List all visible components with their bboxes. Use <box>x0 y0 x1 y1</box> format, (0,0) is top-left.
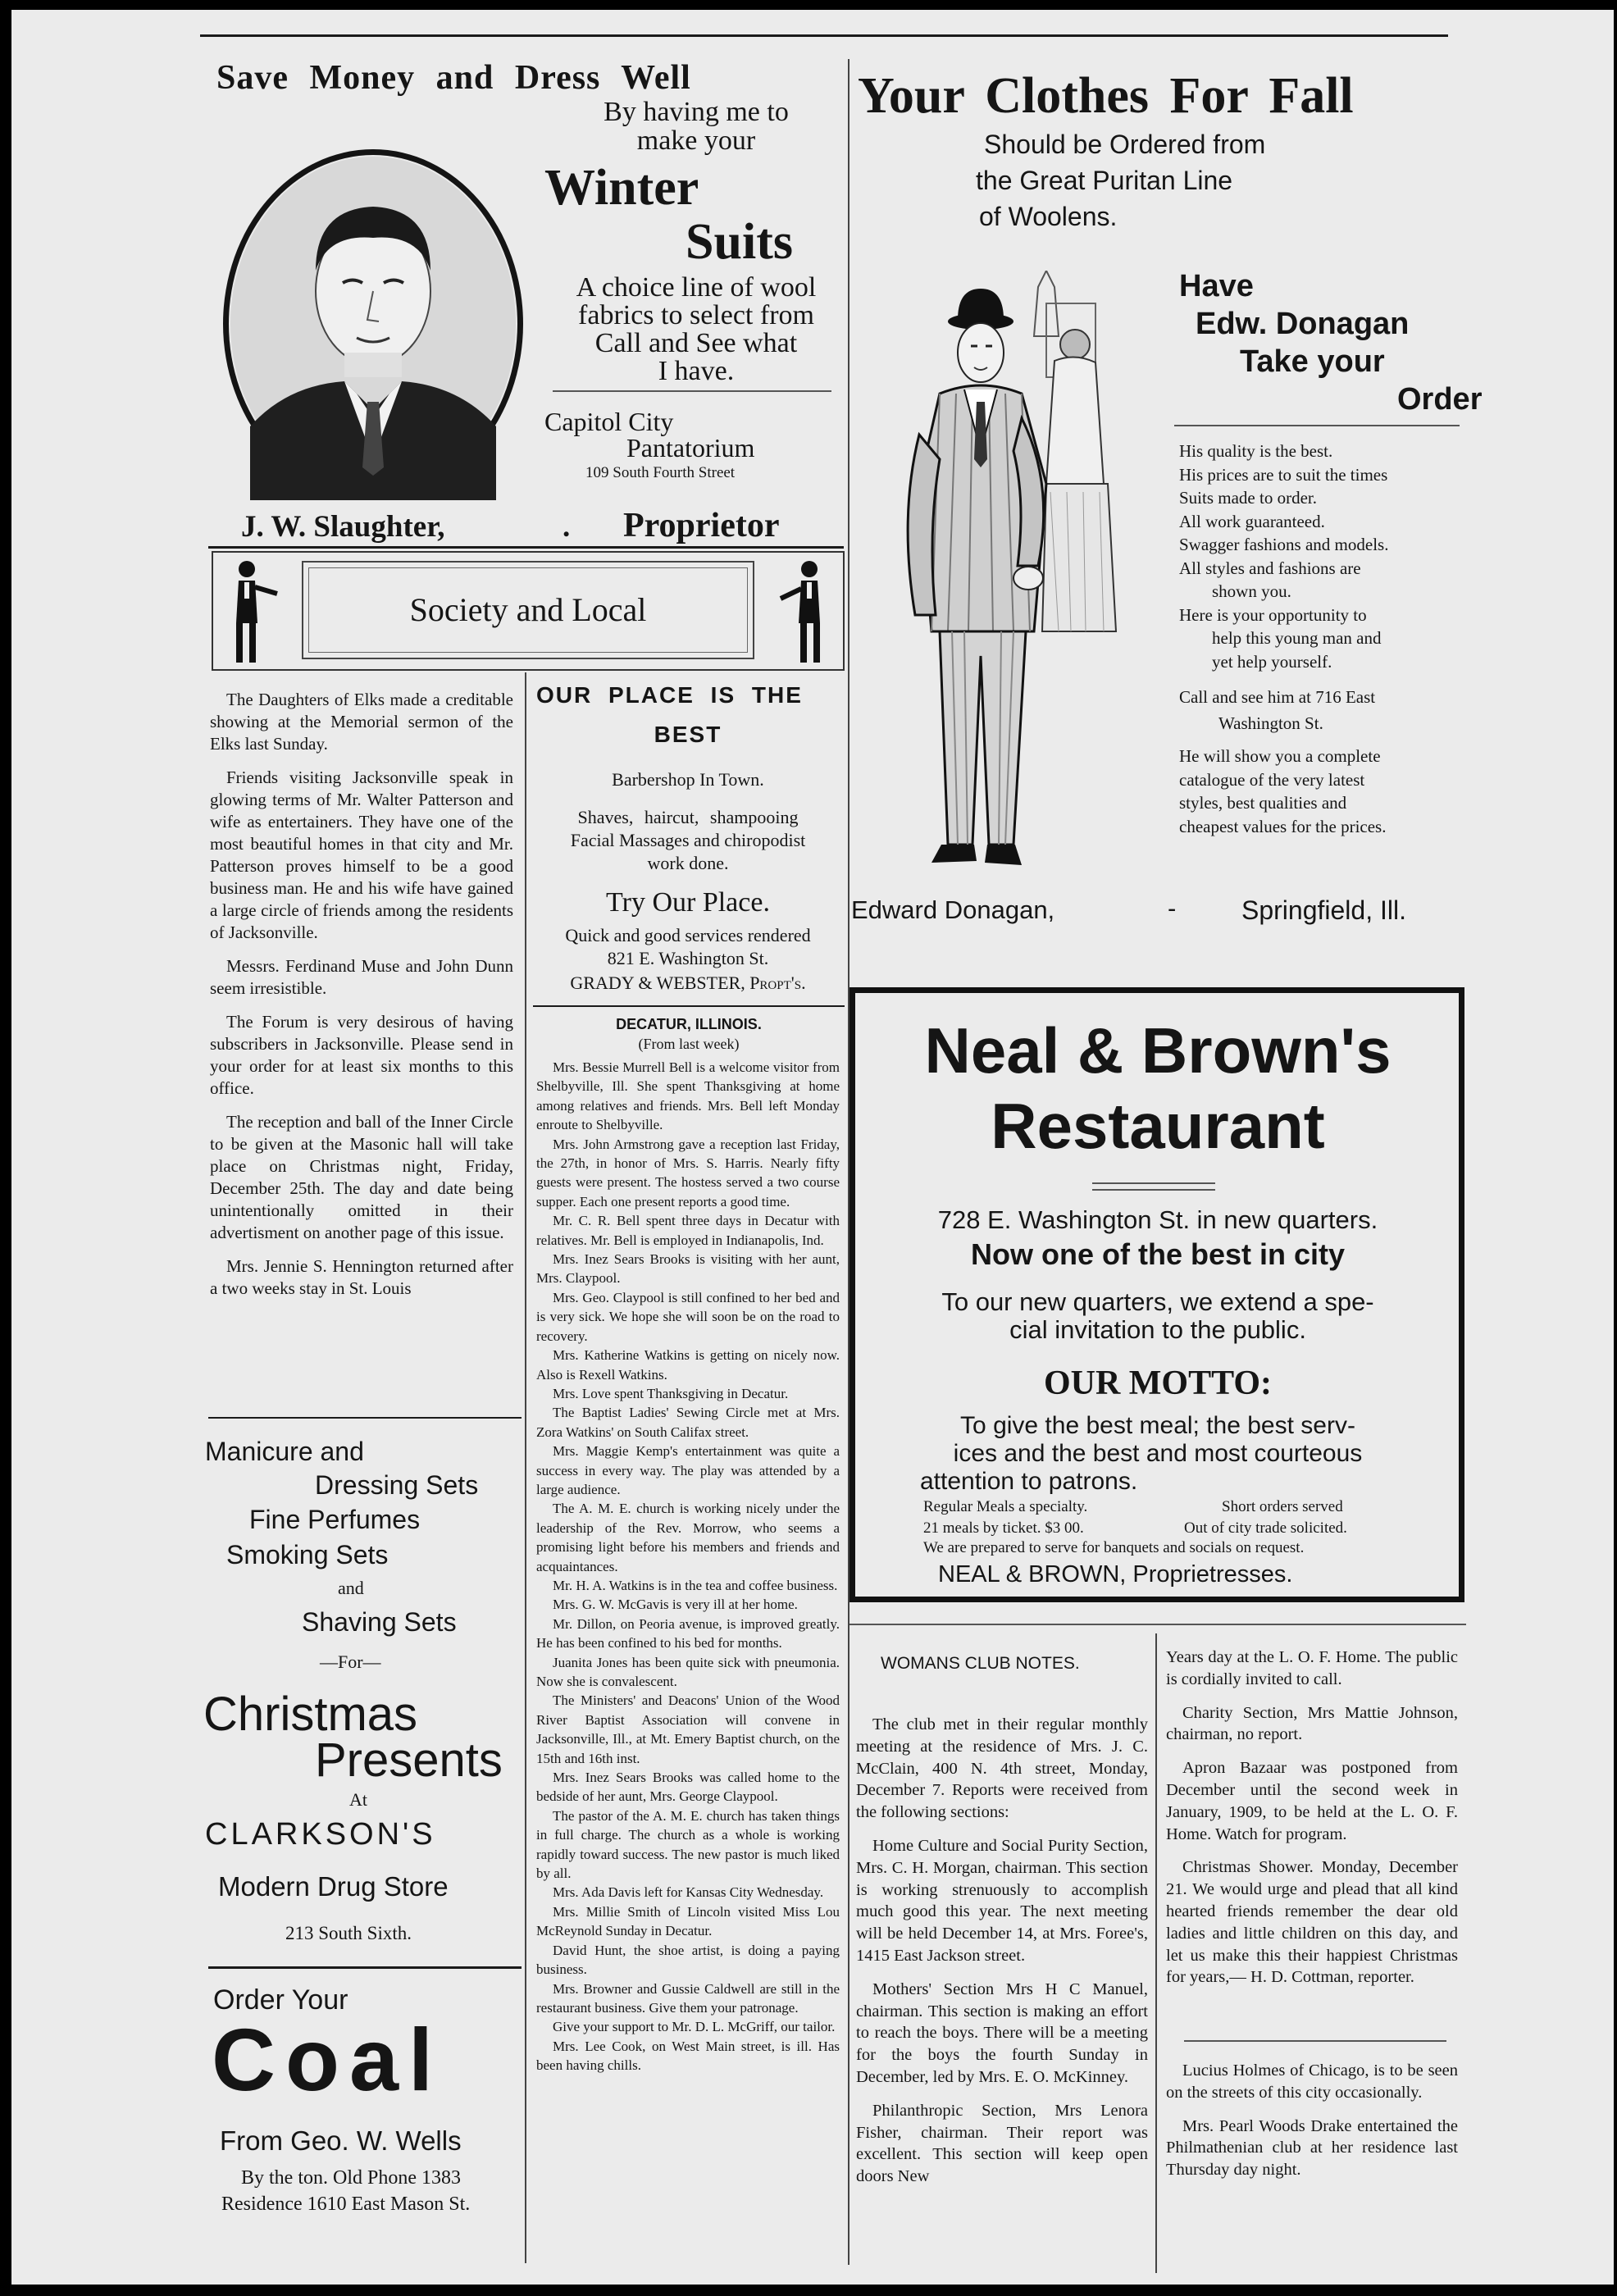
decatur-item: The A. M. E. church is working nicely under the leadership of the Rev. Morrow, who seems a promising light before his members and friends and acquaintances. <box>536 1501 840 1574</box>
club-item: Years day at the L. O. F. Home. The public is cordially invited to call. <box>1166 1648 1458 1688</box>
barber-line6: 821 E. Washington St. <box>607 948 769 968</box>
donagan-list-item: Suits made to order. <box>1179 488 1317 508</box>
decatur-column <box>536 1058 840 2075</box>
restaurant-title1: Neal & Brown's <box>924 1014 1392 1086</box>
barber-head1: OUR PLACE IS THE <box>536 682 803 708</box>
decatur-item: Mrs. Geo. Claypool is still confined to her bed and is very sick. We hope she will soon be on the road to recovery. <box>536 1289 840 1344</box>
decatur-item: Mrs. Bessie Murrell Bell is a welcome visitor from Shelbyville, Ill. She spent Thanksgiving at home among relatives and friends. Mrs. Bell left Monday enroute to Shelbyville. <box>536 1059 840 1133</box>
decatur-item: Mrs. Katherine Watkins is getting on nicely now. Also is Rexell Watkins. <box>536 1347 840 1383</box>
man-in-suit-illustration <box>882 271 1120 877</box>
donagan-list-item: Here is your opportunity to <box>1179 604 1367 625</box>
decatur-item: Give your support to Mr. D. L. McGriff, our tailor. <box>553 2019 836 2035</box>
restaurant-reg: Regular Meals a specialty. <box>923 1498 1088 1515</box>
donagan-call2: Washington St. <box>1218 713 1323 733</box>
decatur-item: Mrs. Millie Smith of Lincoln visited Miss Lou McReynold Sunday in Decatur. <box>536 1903 840 1939</box>
womans-club-column-3 <box>1166 2060 1458 2193</box>
waiter-right-icon <box>772 558 830 667</box>
restaurant-motto-text <box>856 1412 1460 1496</box>
top-rule <box>200 34 1448 37</box>
coal-line1: Order Your <box>213 1984 348 2016</box>
decatur-title: DECATUR, ILLINOIS. <box>616 1016 762 1032</box>
society-item: Messrs. Ferdinand Muse and John Dunn seem irresistible. <box>210 956 513 998</box>
donagan-list-item: shown you. <box>1212 581 1291 601</box>
club-item: Apron Bazaar was postponed from December until the second week in January, 1909, to be held at the L. O. F. Home. Watch for program. <box>1166 1759 1458 1843</box>
clarkson-at: At <box>349 1789 367 1810</box>
society-item: Friends visiting Jacksonville speak in glowing terms of Mr. Walter Patterson and wife as entertainers. They have one of the most beautiful homes in that city and Mr. Patterson proves himself to be a good business man. He and his wife have gained a large circle of friends among the residents of Jacksonville. <box>210 768 513 942</box>
restaurant-motto-line: ices and the best and most courteous <box>953 1440 1363 1467</box>
donagan-have1: Have <box>1179 269 1254 303</box>
barber-line3: Facial Massages and chiropodist <box>570 830 806 850</box>
donagan-sub2: the Great Puritan Line <box>976 166 1233 195</box>
barber-props: GRADY & WEBSTER, Propt's. <box>570 973 806 993</box>
society-item: The reception and ball of the Inner Circle to be given at the Masonic hall will take place on Christmas night, Friday, December 25th. The day and date being unintentionally omitted in their advertisment on another page of this issue. <box>210 1112 513 1242</box>
waiter-left-icon <box>226 558 284 667</box>
decatur-item: The pastor of the A. M. E. church has taken things in full charge. The church as a whole is working rapidly toward success. The new pastor is much liked by all. <box>536 1807 840 1882</box>
slaughter-headline: Save Money and Dress Well <box>216 59 691 97</box>
portrait-of-man <box>221 148 525 500</box>
decatur-item: Mrs. Browner and Gussie Caldwell are still in the restaurant business. Give them your patronage. <box>536 1980 840 2016</box>
donagan-list-item: help this young man and <box>1212 628 1382 648</box>
column-rule-1 <box>525 672 526 2263</box>
slaughter-sub1: By having me to <box>604 97 789 127</box>
winter-heading: Winter <box>544 160 699 216</box>
slaughter-sub2: make your <box>636 125 756 156</box>
society-item: The Forum is very desirous of having subscribers in Jacksonville. Please send in your order for at least six months to this office. <box>210 1012 513 1098</box>
restaurant-motto: OUR MOTTO: <box>1043 1364 1273 1402</box>
restaurant-address: 728 E. Washington St. in new quarters. <box>937 1205 1378 1234</box>
donagan-list-item: All styles and fashions are <box>1179 558 1361 578</box>
society-item: The Daughters of Elks made a creditable showing at the Memorial sermon of the Elks last Sunday. <box>210 690 513 754</box>
newspaper-page <box>11 10 1614 2285</box>
clarkson-line: Fine Perfumes <box>249 1505 421 1534</box>
club-item: Christmas Shower. Monday, December 21. We would urge and plead that all kind hearted friends remember the dear old ladies and little children on this day, and let us make this their happiest Christmas for years,— H. D. Cottman, reporter. <box>1166 1858 1458 1987</box>
womans-club-column-2 <box>1166 1647 1458 2000</box>
barber-bottom-rule <box>533 1005 845 1007</box>
slaughter-owner: J. W. Slaughter, <box>241 510 445 544</box>
decatur-item: Mrs. Inez Sears Brooks is visiting with her aunt, Mrs. Claypool. <box>536 1251 840 1287</box>
donagan-show <box>1179 745 1466 838</box>
clarkson-store: Modern Drug Store <box>218 1871 449 1902</box>
donagan-sub3: of Woolens. <box>979 202 1118 231</box>
slaughter-bottom-rule <box>208 546 844 549</box>
restaurant-short: Short orders served <box>1222 1498 1343 1515</box>
society-title: Society and Local <box>409 591 647 628</box>
restaurant-motto-line: To give the best meal; the best serv- <box>960 1412 1355 1439</box>
donagan-list <box>1179 440 1466 673</box>
donagan-show-line: catalogue of the very latest <box>1179 769 1365 790</box>
clarkson-line: —For— <box>320 1651 381 1672</box>
clarkson-address: 213 South Sixth. <box>285 1923 412 1943</box>
club-split-rule <box>1184 2040 1446 2042</box>
decatur-item: David Hunt, the shoe artist, is doing a paying business. <box>536 1942 840 1978</box>
coal-top-rule <box>208 1966 522 1969</box>
slaughter-body-line: A choice line of wool <box>576 272 817 303</box>
clarkson-line: Smoking Sets <box>226 1540 389 1569</box>
decatur-item: Mr. H. A. Watkins is in the tea and coffee business. <box>553 1577 838 1593</box>
decatur-item: Mrs. John Armstrong gave a reception last Friday, the 27th, in honor of Mrs. S. Harris. Nearly fifty guests were present. The hostess served a two course supper. Each one present reports a good time. <box>536 1136 840 1210</box>
donagan-sub1: Should be Ordered from <box>984 130 1266 159</box>
decatur-sub: (From last week) <box>638 1036 740 1052</box>
restaurant-divider-b <box>1092 1189 1215 1191</box>
donagan-have2: Edw. Donagan <box>1196 307 1410 341</box>
donagan-list-item: Swagger fashions and models. <box>1179 535 1389 554</box>
decatur-item: The Baptist Ladies' Sewing Circle met at Mrs. Zora Watkins' on South Califax street. <box>536 1405 840 1440</box>
slaughter-dot: . <box>563 510 571 544</box>
slaughter-title: Proprietor <box>623 507 780 544</box>
decatur-item: Mrs. Love spent Thanksgiving in Decatur. <box>553 1385 789 1401</box>
christmas-heading: Christmas <box>203 1688 418 1741</box>
decatur-item: Mr. Dillon, on Peoria avenue, is improved greatly. He has been confined to his bed for months. <box>536 1615 840 1651</box>
decatur-item: Mrs. Inez Sears Brooks was called home to the bedside of her aunt, Mrs. George Claypool. <box>536 1770 840 1805</box>
club-item: Charity Section, Mrs Mattie Johnson, chairman, no report. <box>1166 1703 1458 1744</box>
restaurant-trade: Out of city trade solicited. <box>1184 1519 1347 1537</box>
donagan-divider <box>1174 425 1460 426</box>
slaughter-divider <box>553 390 831 392</box>
decatur-item: Juanita Jones has been quite sick with pneumonia. Now she is convalescent. <box>536 1654 840 1689</box>
restaurant-title2: Restaurant <box>991 1090 1325 1162</box>
club-item: The club met in their regular monthly meeting at the residence of Mrs. J. C. McClain, 400 N. 4th street, Monday, December 7. Reports were received from the following sections: <box>856 1715 1148 1822</box>
donagan-city: Springfield, Ill. <box>1241 895 1406 925</box>
slaughter-body-line: fabrics to select from <box>578 300 814 330</box>
society-column <box>210 689 513 1311</box>
barber-line4: work done. <box>647 853 729 873</box>
slaughter-business2: Pantatorium <box>626 433 755 462</box>
womans-club-title: WOMANS CLUB NOTES. <box>881 1654 1080 1673</box>
donagan-list-item: His quality is the best. <box>1179 441 1333 461</box>
club-item: Philanthropic Section, Mrs Lenora Fisher, chairman. Their report was excellent. This section will keep open doors New <box>856 2101 1148 2186</box>
clarkson-line: Shaving Sets <box>302 1607 457 1637</box>
clarkson-line: and <box>338 1578 364 1598</box>
decatur-item: The Ministers' and Deacons' Union of the Wood River Baptist Association will convene in Jacksonville, Ill., at Mt. Emery Baptist church, on the 15th and 16th inst. <box>536 1692 840 1766</box>
coal-from: From Geo. W. Wells <box>220 2125 462 2156</box>
restaurant-best: Now one of the best in city <box>970 1237 1346 1271</box>
slaughter-business1: Capitol City <box>544 407 674 436</box>
restaurant-ticket: 21 meals by ticket. $3 00. <box>923 1519 1084 1537</box>
club-top-rule <box>849 1624 1466 1625</box>
presents-heading: Presents <box>315 1733 503 1787</box>
decatur-item: Mrs. G. W. McGavis is very ill at her home. <box>553 1597 798 1613</box>
donagan-show-line: He will show you a complete <box>1179 746 1381 766</box>
club-item: Mrs. Pearl Woods Drake entertained the Philmathenian club at her residence last Thursday day night. <box>1166 2116 1458 2180</box>
society-item: Mrs. Jennie S. Hennington returned after a two weeks stay in St. Louis <box>210 1256 513 1298</box>
column-rule-3 <box>1155 1633 1157 2273</box>
coal-heading: Coal <box>212 2010 444 2109</box>
clarkson-line: Manicure and <box>205 1437 364 1466</box>
barber-try: Try Our Place. <box>606 887 770 918</box>
coal-residence: Residence 1610 East Mason St. <box>221 2194 471 2215</box>
club-item: Lucius Holmes of Chicago, is to be seen on the streets of this city occasionally. <box>1166 2061 1458 2102</box>
barber-line1: Barbershop In Town. <box>612 769 764 790</box>
donagan-name: Edward Donagan, <box>851 895 1055 924</box>
club-item: Home Culture and Social Purity Section, Mrs. C. H. Morgan, chairman. This section is working strenuously to accomplish much good this year. The next meeting will be held December 14, at Mrs. Foree's, 1415 East Jackson street. <box>856 1836 1148 1965</box>
slaughter-body <box>544 274 848 385</box>
barber-head2: BEST <box>654 722 722 747</box>
donagan-have4: Order <box>1397 382 1483 417</box>
restaurant-inv2: cial invitation to the public. <box>1009 1315 1306 1344</box>
barber-line5: Quick and good services rendered <box>565 925 811 945</box>
slaughter-body-line: Call and See what <box>594 328 798 358</box>
slaughter-body-line: I have. <box>658 356 735 386</box>
donagan-dash: - <box>1168 894 1177 922</box>
donagan-show-line: cheapest values for the prices. <box>1179 816 1387 836</box>
donagan-call1: Call and see him at 716 East <box>1179 687 1376 707</box>
restaurant-divider-a <box>1092 1182 1215 1184</box>
slaughter-address: 109 South Fourth Street <box>585 464 736 481</box>
decatur-item: Mrs. Ada Davis left for Kansas City Wednesday. <box>553 1884 824 1901</box>
clarkson-line: Dressing Sets <box>315 1470 479 1500</box>
restaurant-props: NEAL & BROWN, Proprietresses. <box>938 1561 1293 1588</box>
donagan-headline: Your Clothes For Fall <box>858 68 1354 124</box>
decatur-item: Mr. C. R. Bell spent three days in Decatur with relatives. Mr. Bell is employed in Indianapolis, Ind. <box>536 1213 840 1248</box>
decatur-item: Mrs. Maggie Kemp's entertainment was quite a success in every way. The play was attended by a large audience. <box>536 1443 840 1497</box>
suits-heading: Suits <box>686 214 793 270</box>
womans-club-column-1 <box>856 1714 1148 2199</box>
clarkson-name: CLARKSON'S <box>205 1817 436 1852</box>
restaurant-inv1: To our new quarters, we extend a spe- <box>941 1287 1374 1316</box>
donagan-have3: Take your <box>1240 344 1385 379</box>
donagan-show-line: styles, best qualities and <box>1179 793 1347 813</box>
coal-phone: By the ton. Old Phone 1383 <box>241 2167 461 2189</box>
restaurant-banq: We are prepared to serve for banquets and socials on request. <box>923 1539 1305 1556</box>
donagan-list-item: All work guaranteed. <box>1179 511 1325 531</box>
barber-line2: Shaves, haircut, shampooing <box>577 807 799 827</box>
society-bottom-rule <box>208 1417 522 1419</box>
decatur-item: Mrs. Lee Cook, on West Main street, is ill. Has been having chills. <box>536 2038 840 2074</box>
donagan-list-item: His prices are to suit the times <box>1179 464 1388 485</box>
restaurant-motto-line: attention to patrons. <box>920 1468 1138 1495</box>
donagan-list-item: yet help yourself. <box>1212 651 1332 672</box>
club-item: Mothers' Section Mrs H C Manuel, chairman. This section is making an effort to reach the boys. There will be a meeting for the boys the fourth Sunday in December, led by Mrs. E. O. McKinney. <box>856 1979 1148 2086</box>
